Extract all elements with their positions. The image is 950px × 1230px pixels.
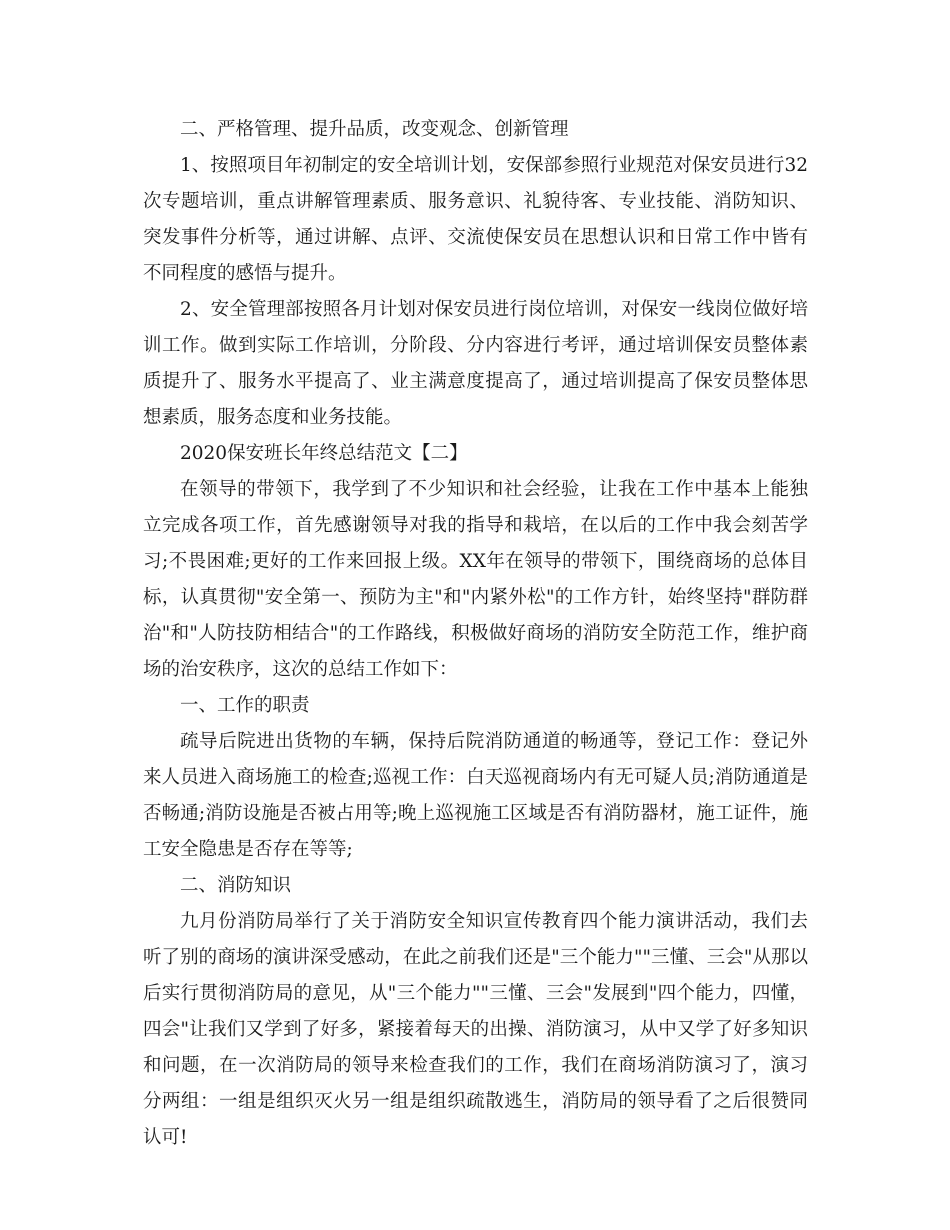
document-body <box>143 112 808 1156</box>
paragraph-post-training: 2、安全管理部按照各月计划对保安员进行岗位培训，对保安一线岗位做好培训工作。做到实际工作培训，分阶段、分内容进行考评，通过培训保安员整体素质提升了、服务水平提高了、业主满意度提高了，通过培训提高了保安员整体思想素质，服务态度和业务技能。 <box>143 299 808 428</box>
section-heading-strict-management: 二、严格管理、提升品质，改变观念、创新管理 <box>180 119 569 140</box>
section-heading-duties: 一、工作的职责 <box>180 695 310 716</box>
paragraph-duties: 疏导后院进出货物的车辆，保持后院消防通道的畅通等，登记工作：登记外来人员进入商场施工的检查;巡视工作：白天巡视商场内有无可疑人员;消防通道是否畅通;消防设施是否被占用等;晚上巡视施工区域是否有消防器材，施工证件，施工安全隐患是否存在等等; <box>143 731 808 860</box>
paragraph-training-plan: 1、按照项目年初制定的安全培训计划，安保部参照行业规范对保安员进行32次专题培训，重点讲解管理素质、服务意识、礼貌待客、专业技能、消防知识、突发事件分析等，通过讲解、点评、交流使保安员在思想认识和日常工作中皆有不同程度的感悟与提升。 <box>143 155 808 284</box>
article-title-part-two: 2020保安班长年终总结范文【二】 <box>180 443 468 464</box>
section-heading-fire-knowledge: 二、消防知识 <box>180 875 292 896</box>
paragraph-introduction: 在领导的带领下，我学到了不少知识和社会经验，让我在工作中基本上能独立完成各项工作，首先感谢领导对我的指导和栽培，在以后的工作中我会刻苦学习;不畏困难;更好的工作来回报上级。XX年在领导的带领下，围绕商场的总体目标，认真贯彻"安全第一、预防为主"和"内紧外松"的工作方针，始终坚持"群防群治"和"人防技防相结合"的工作路线，积极做好商场的消防安全防范工作，维护商场的治安秩序，这次的总结工作如下： <box>143 479 808 680</box>
paragraph-fire-knowledge: 九月份消防局举行了关于消防安全知识宣传教育四个能力演讲活动，我们去听了别的商场的演讲深受感动，在此之前我们还是"三个能力""三懂、三会"从那以后实行贯彻消防局的意见，从"三个能力""三懂、三会"发展到"四个能力，四懂，四会"让我们又学到了好多，紧接着每天的出操、消防演习，从中又学了好多知识和问题，在一次消防局的领导来检查我们的工作，我们在商场消防演习了，演习分两组：一组是组织灭火另一组是组织疏散逃生，消防局的领导看了之后很赞同认可! <box>143 911 808 1148</box>
